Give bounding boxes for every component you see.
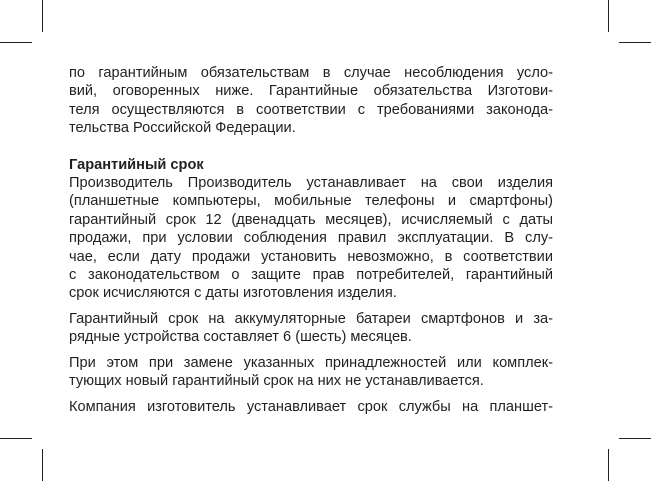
text-line: тующих новый гарантийный срок на них не устанавливается. [69,373,484,390]
replacement-paragraph [69,354,553,391]
text-line: рядные устройства составляет 6 (шесть) месяцев. [69,329,412,346]
crop-mark-bottom-right-vertical [608,449,609,481]
crop-mark-top-right-vertical [608,0,609,32]
crop-mark-bottom-right-horizontal [619,438,651,439]
text-line: тельства Российской Федерации. [69,120,296,137]
text-line: (планшетные компьютеры, мобильные телефоны и смартфоны) [69,193,553,210]
crop-mark-top-left-horizontal [0,42,32,43]
text-line: срок исчисляются с даты изготовления изделия. [69,285,397,302]
text-line: по гарантийным обязательствам в случае несоблюдения усло- [69,65,553,81]
text-line: гарантийный срок 12 (двенадцать месяцев), исчисляемый с даты [69,211,553,228]
section-heading: Гарантийный срок [69,156,204,173]
service-life-paragraph [69,398,553,416]
warranty-period-paragraph [69,174,553,303]
text-line: Гарантийный срок на аккумуляторные батареи смартфонов и за- [69,310,553,327]
text-line: теля осуществляются в соответствии с требованиями законода- [69,101,553,118]
crop-mark-top-right-horizontal [619,42,651,43]
text-line: чае, если дату продажи установить невозможно, в соответствии [69,248,553,265]
text-line: с законодательством о защите прав потребителей, гарантийный [69,267,553,284]
crop-mark-top-left-vertical [42,0,43,32]
crop-mark-bottom-left-horizontal [0,438,32,439]
battery-warranty-paragraph [69,310,553,347]
text-line: вий, оговоренных ниже. Гарантийные обязательства Изготови- [69,83,553,100]
crop-mark-bottom-left-vertical [42,449,43,481]
page-content [69,64,553,416]
text-line: Производитель Производитель устанавливает на свои изделия [69,175,553,192]
intro-paragraph [69,64,553,138]
text-line: Компания изготовитель устанавливает срок службы на планшет- [69,398,553,415]
text-line: При этом при замене указанных принадлежностей или комплек- [69,354,553,371]
text-line: продажи, при условии соблюдения правил эксплуатации. В слу- [69,230,553,247]
